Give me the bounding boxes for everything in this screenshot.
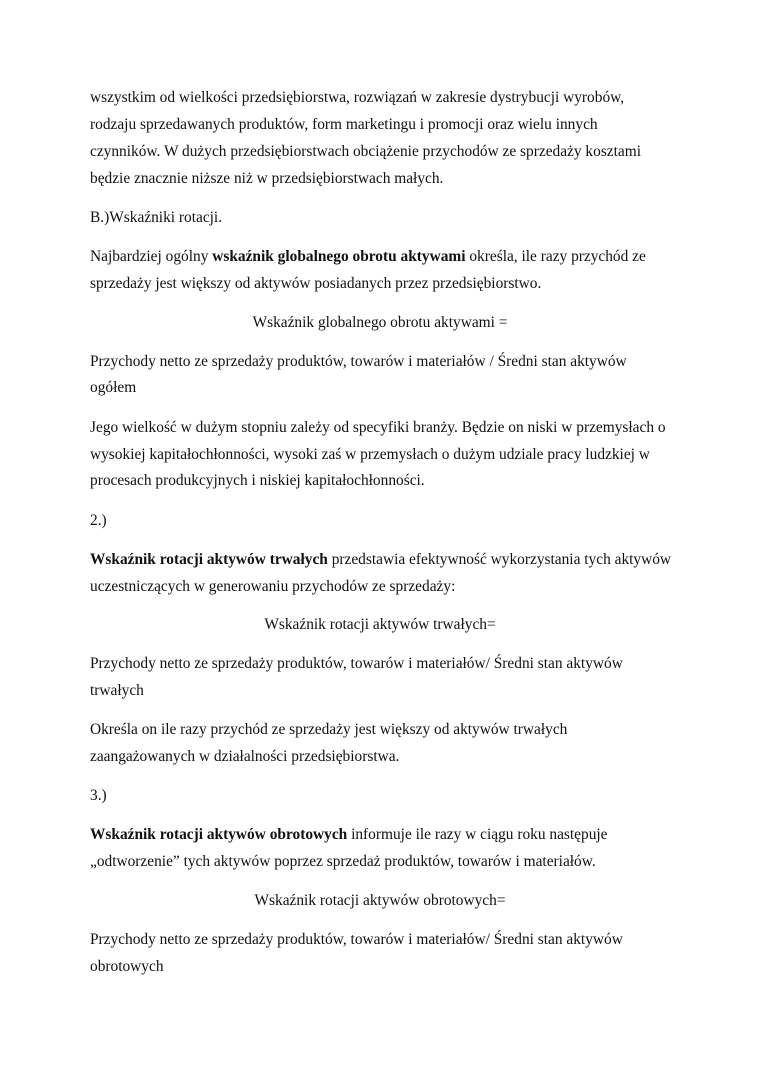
formula1-label: Wskaźnik globalnego obrotu aktywami = [252,314,508,331]
term-fixed-asset-turnover: Wskaźnik rotacji aktywów trwałych [90,551,328,568]
para1-line3: czynników. W dużych przedsiębiorstwach obciążenie przychodów ze sprzedaży kosztami [90,143,641,160]
para5-line2: zaangażowanych w działalności przedsiębiorstwa. [90,748,400,765]
para5-line1: Określa on ile razy przychód ze sprzedaży jest większy od aktywów trwałych [90,721,568,738]
para3-line2: wysokiej kapitałochłonności, wysoki zaś w przemysłach o dużym udziale pracy ludzkiej w [90,446,650,463]
item2-number: 2.) [90,512,107,529]
para3-line3: procesach produkcyjnych i niskiej kapitałochłonności. [90,472,425,489]
para4-line1-post: przedstawia efektywność wykorzystania tych aktywów [327,551,672,568]
formula2-label: Wskaźnik rotacji aktywów trwałych= [264,616,496,633]
formula3-line1: Przychody netto ze sprzedaży produktów, towarów i materiałów/ Średni stan aktywów [90,931,623,948]
para6-line2: „odtworzenie” tych aktywów poprzez sprzedaż produktów, towarów i materiałów. [90,853,596,870]
formula3-label: Wskaźnik rotacji aktywów obrotowych= [254,892,506,909]
formula1-line1: Przychody netto ze sprzedaży produktów, towarów i materiałów / Średni stan aktywów [90,353,627,370]
term-current-asset-turnover: Wskaźnik rotacji aktywów obrotowych [90,826,348,843]
para2-line1-post: określa, ile razy przychód ze [465,248,646,265]
formula1-line2: ogółem [90,379,137,396]
para1-line4: będzie znacznie niższe niż w przedsiębiorstwach małych. [90,170,444,187]
para6-line1 [90,825,608,845]
para4-line2: uczestniczących w generowaniu przychodów ze sprzedaży: [90,578,456,595]
para6-line1-post: informuje ile razy w ciągu roku następuje [347,826,608,843]
formula2-line1: Przychody netto ze sprzedaży produktów, towarów i materiałów/ Średni stan aktywów [90,655,623,672]
para2-line1 [90,247,646,267]
para4-line1 [90,550,671,570]
formula3-line2: obrotowych [90,958,164,975]
para2-line1-pre: Najbardziej ogólny [90,248,213,265]
item3-number: 3.) [90,787,107,804]
formula2-line2: trwałych [90,682,144,699]
para3-line1: Jego wielkość w dużym stopniu zależy od specyfiki branży. Będzie on niski w przemysłach o [90,419,666,436]
para1-line2: rodzaju sprzedawanych produktów, form marketingu i promocji oraz wielu innych [90,116,598,133]
para1-line1: wszystkim od wielkości przedsiębiorstwa, rozwiązań w zakresie dystrybucji wyrobów, [90,89,625,106]
section-b-heading: B.)Wskaźniki rotacji. [90,209,223,226]
term-global-asset-turnover: wskaźnik globalnego obrotu aktywami [212,248,466,265]
para2-line2: sprzedaży jest większy od aktywów posiadanych przez przedsiębiorstwo. [90,275,542,292]
